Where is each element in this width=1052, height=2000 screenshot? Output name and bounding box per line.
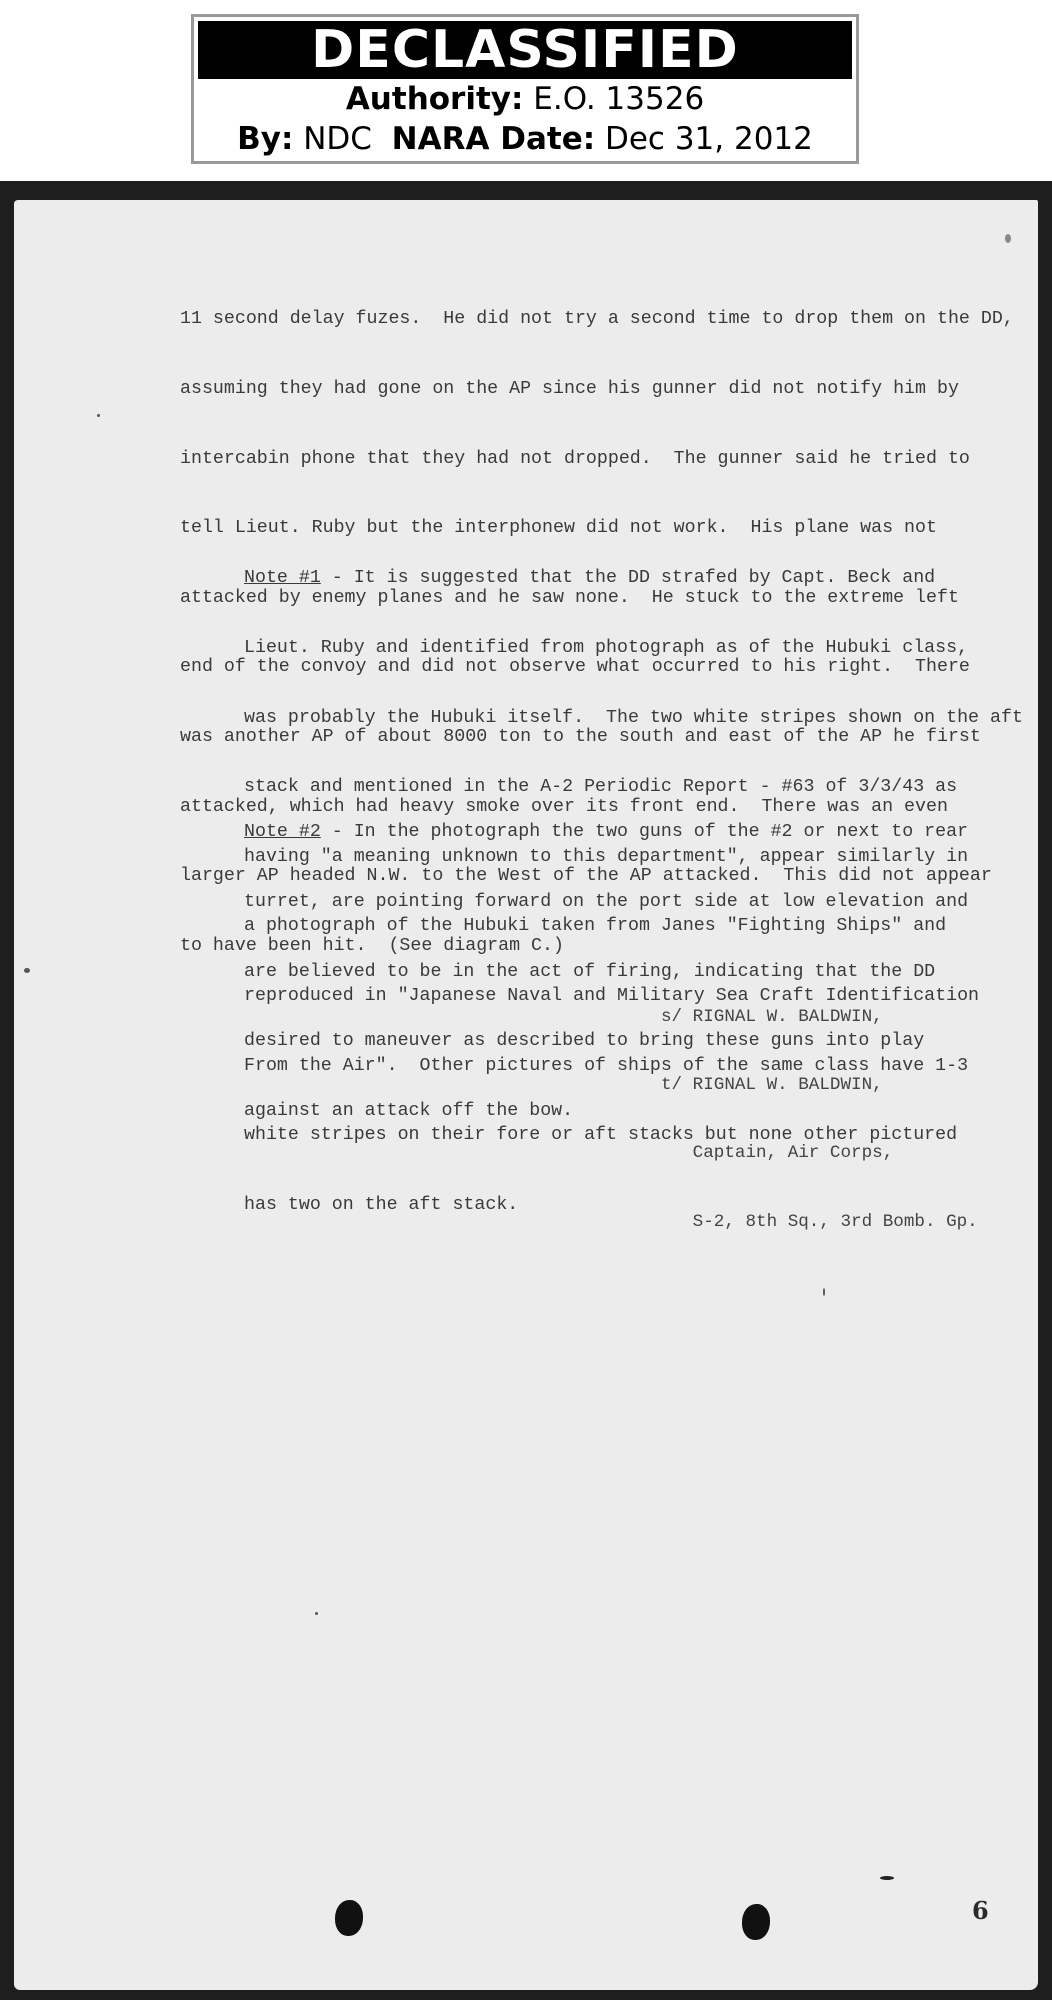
punch-hole xyxy=(742,1904,770,1940)
paper-speck xyxy=(880,1876,894,1880)
text-line: having "a meaning unknown to this department", appear similarly in xyxy=(244,846,969,867)
stamp-date-value: Dec 31, 2012 xyxy=(604,121,813,157)
note-2-first-line-text: - In the photograph the two guns of the #2 or next to rear xyxy=(320,822,969,843)
stamp-by-label: By: xyxy=(237,121,294,157)
text-line: stack and mentioned in the A-2 Periodic Report - #63 of 3/3/43 as xyxy=(244,777,958,798)
paper-speck xyxy=(823,1288,825,1296)
stamp-authority-line xyxy=(194,79,856,119)
stamp-by-value: NDC xyxy=(303,121,372,157)
signature-line: Captain, Air Corps, xyxy=(661,1143,894,1164)
text-line: attacked by enemy planes and he saw none. He stuck to the extreme left xyxy=(180,587,959,608)
text-line: against an attack off the bow. xyxy=(244,1100,574,1121)
note-1-label: Note #1 xyxy=(244,568,321,589)
text-line: larger AP headed N.W. to the West of the AP attacked. This did not appear xyxy=(180,866,992,887)
stamp-authority-value: E.O. 13526 xyxy=(533,81,705,117)
text-line: turret, are pointing forward on the port side at low elevation and xyxy=(244,892,969,912)
declassification-stamp xyxy=(191,14,859,164)
note-2-label: Note #2 xyxy=(244,822,321,843)
text-line: intercabin phone that they had not dropped. The gunner said he tried to xyxy=(180,448,970,469)
text-line: has two on the aft stack. xyxy=(244,1194,519,1215)
text-line: to have been hit. (See diagram C.) xyxy=(180,935,564,956)
text-line: 11 second delay fuzes. He did not try a second time to drop them on the DD, xyxy=(180,309,1014,330)
note-1-first-line xyxy=(244,567,1023,590)
text-line: white stripes on their fore or aft stacks but none other pictured xyxy=(244,1125,958,1146)
text-line: was probably the Hubuki itself. The two white stripes shown on the aft xyxy=(244,707,1023,728)
text-line: attacked, which had heavy smoke over its front end. There was an even xyxy=(180,796,948,817)
text-line: end of the convoy and did not observe what occurred to his right. There xyxy=(180,657,970,678)
text-line: are believed to be in the act of firing, indicating that the DD xyxy=(244,961,936,982)
paper-speck xyxy=(24,968,30,973)
text-line: assuming they had gone on the AP since his gunner did not notify him by xyxy=(180,379,959,399)
text-line: From the Air". Other pictures of ships of the same class have 1-3 xyxy=(244,1055,969,1076)
text-line: desired to maneuver as described to bring these guns into play xyxy=(244,1031,925,1052)
text-line: reproduced in "Japanese Naval and Military Sea Craft Identification xyxy=(244,985,980,1006)
text-line: tell Lieut. Ruby but the interphonew did not work. His plane was not xyxy=(180,518,937,539)
paper-speck xyxy=(1005,234,1011,243)
signature-line: t/ RIGNAL W. BALDWIN, xyxy=(661,1074,883,1095)
page-number: 6 xyxy=(972,1896,989,1925)
text-line: Lieut. Ruby and identified from photograph as of the Hubuki class, xyxy=(244,638,969,658)
text-line: was another AP of about 8000 ton to the south and east of the AP he first xyxy=(180,726,981,747)
note-2-first-line xyxy=(244,821,968,844)
note-1-first-line-text: - It is suggested that the DD strafed by Capt. Beck and xyxy=(320,568,936,589)
stamp-title: DECLASSIFIED xyxy=(198,21,852,79)
stamp-by-line xyxy=(194,118,856,160)
paper-speck xyxy=(315,1612,318,1615)
text-line: a photograph of the Hubuki taken from Janes "Fighting Ships" and xyxy=(244,916,947,937)
stamp-date-label: NARA Date: xyxy=(391,121,596,157)
stamp-authority-label: Authority: xyxy=(345,81,524,117)
signature-block xyxy=(661,960,978,1256)
signature-line: S-2, 8th Sq., 3rd Bomb. Gp. xyxy=(661,1211,978,1232)
punch-hole xyxy=(335,1900,363,1936)
paper-speck xyxy=(97,414,100,417)
signature-line: s/ RIGNAL W. BALDWIN, xyxy=(661,1006,883,1027)
